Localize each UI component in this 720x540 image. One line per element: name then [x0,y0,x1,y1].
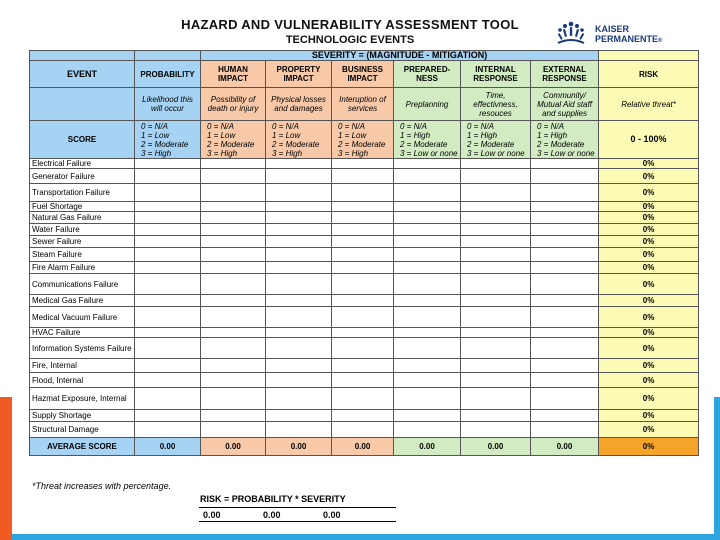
event-name: Medical Gas Failure [30,295,135,307]
hva-table [29,50,699,456]
risk-value: 0% [599,422,699,438]
score-input-cell[interactable] [332,410,394,422]
severity-header: SEVERITY = (MAGNITUDE - MITIGATION) [201,51,599,61]
score-input-cell[interactable] [394,338,461,359]
table-row [30,274,699,295]
risk-value: 0% [599,248,699,262]
score-input-cell[interactable] [394,410,461,422]
table-row [30,212,699,224]
score-input-cell[interactable] [135,212,201,224]
event-name: Water Failure [30,224,135,236]
scale-item: 1 = Low [207,130,236,140]
scale-2 [201,121,266,159]
score-input-cell[interactable] [266,410,332,422]
score-input-cell[interactable] [461,159,531,169]
score-input-cell[interactable] [531,410,599,422]
table-row [30,159,699,169]
score-input-cell[interactable] [332,338,394,359]
score-input-cell[interactable] [461,169,531,184]
formula-value-probability: 0.00 [203,510,221,520]
score-input-cell[interactable] [531,307,599,328]
desc-property-impact: Physical losses and damages [266,88,332,121]
description-row [30,88,699,121]
risk-formula: RISK = PROBABILITY * SEVERITY [200,494,346,504]
score-input-cell[interactable] [135,373,201,388]
risk-value: 0% [599,295,699,307]
scale-item: 2 = Moderate [400,139,448,149]
formula-value-mitigation: 0.00 [323,510,341,520]
risk-value: 0% [599,338,699,359]
desc-internal-response: Time, effectivness, resouces [461,88,531,121]
table-row [30,184,699,202]
scale-item: 2 = Moderate [272,139,320,149]
score-input-cell[interactable] [394,212,461,224]
formula-values [203,510,383,520]
desc-business-impact: Interuption of services [332,88,394,121]
table-row [30,202,699,212]
event-name: Sewer Failure [30,236,135,248]
score-input-cell[interactable] [135,388,201,410]
score-input-cell[interactable] [201,307,266,328]
score-input-cell[interactable] [461,212,531,224]
score-input-cell[interactable] [135,224,201,236]
risk-value: 0% [599,236,699,248]
table-row [30,248,699,262]
risk-value: 0% [599,184,699,202]
scale-item: 1 = High [467,130,498,140]
scale-item: 0 = N/A [141,121,168,131]
score-input-cell[interactable] [332,248,394,262]
score-input-cell[interactable] [332,202,394,212]
risk-scale: 0 - 100% [599,121,699,159]
kaiser-people-icon [555,20,587,48]
score-input-cell[interactable] [461,328,531,338]
score-input-cell[interactable] [531,388,599,410]
risk-value: 0% [599,159,699,169]
risk-value: 0% [599,307,699,328]
score-input-cell[interactable] [201,359,266,373]
score-input-cell[interactable] [394,184,461,202]
score-input-cell[interactable] [266,262,332,274]
score-input-cell[interactable] [461,224,531,236]
score-input-cell[interactable] [266,248,332,262]
score-input-cell[interactable] [531,236,599,248]
average-label: AVERAGE SCORE [30,438,135,456]
score-input-cell[interactable] [135,184,201,202]
scale-item: 1 = Low [272,130,301,140]
col-external-response: EXTERNAL RESPONSE [531,61,599,88]
scale-item: 3 = High [207,148,238,158]
table-row [30,373,699,388]
scale-1 [135,121,201,159]
risk-value: 0% [599,388,699,410]
event-name: Fire, Internal [30,359,135,373]
score-input-cell[interactable] [461,248,531,262]
score-input-cell[interactable] [135,307,201,328]
score-input-cell[interactable] [135,422,201,438]
score-input-cell[interactable] [201,236,266,248]
event-name: Communications Failure [30,274,135,295]
scale-item: 0 = N/A [537,121,564,131]
table-row [30,422,699,438]
event-name: Structural Damage [30,422,135,438]
scale-item: 1 = High [400,130,431,140]
average-value: 0.00 [201,438,266,456]
score-input-cell[interactable] [135,262,201,274]
score-input-cell[interactable] [266,236,332,248]
orange-accent-bar [0,397,12,540]
scale-item: 0 = N/A [467,121,494,131]
score-input-cell[interactable] [531,184,599,202]
score-input-cell[interactable] [394,159,461,169]
event-name: Steam Failure [30,248,135,262]
score-input-cell[interactable] [394,262,461,274]
event-name: Medical Vacuum Failure [30,307,135,328]
score-input-cell[interactable] [266,359,332,373]
average-value: 0.00 [332,438,394,456]
score-input-cell[interactable] [461,295,531,307]
score-input-cell[interactable] [266,295,332,307]
scale-item: 2 = Moderate [467,139,515,149]
table-row [30,359,699,373]
average-value: 0.00 [531,438,599,456]
risk-value: 0% [599,202,699,212]
desc-probability: Likelihood this will occur [135,88,201,121]
score-input-cell[interactable] [266,159,332,169]
table-row [30,338,699,359]
score-input-cell[interactable] [394,388,461,410]
score-input-cell[interactable] [394,328,461,338]
score-input-cell[interactable] [394,224,461,236]
scale-item: 3 = High [141,148,172,158]
score-input-cell[interactable] [135,236,201,248]
formula-bottom-line [199,521,396,522]
score-input-cell[interactable] [531,359,599,373]
score-input-cell[interactable] [201,248,266,262]
col-risk: RISK [599,61,699,88]
score-input-cell[interactable] [135,248,201,262]
formula-value-magnitude: 0.00 [263,510,281,520]
kaiser-logo [555,18,675,50]
score-input-cell[interactable] [461,274,531,295]
scale-item: 3 = High [272,148,303,158]
col-business-impact: BUSINESS IMPACT [332,61,394,88]
scale-item: 0 = N/A [400,121,427,131]
score-input-cell[interactable] [266,422,332,438]
table-row [30,307,699,328]
score-label: SCORE [30,121,135,159]
risk-value: 0% [599,169,699,184]
event-name: Fuel Shortage [30,202,135,212]
scale-item: 3 = Low or none [400,148,458,158]
score-input-cell[interactable] [461,373,531,388]
col-human-impact: HUMAN IMPACT [201,61,266,88]
score-input-cell[interactable] [394,373,461,388]
scale-item: 2 = Moderate [338,139,386,149]
scale-item: 0 = N/A [338,121,365,131]
event-name: Natural Gas Failure [30,212,135,224]
score-input-cell[interactable] [201,328,266,338]
average-value: 0.00 [266,438,332,456]
score-input-cell[interactable] [266,338,332,359]
score-input-cell[interactable] [266,202,332,212]
score-input-cell[interactable] [531,295,599,307]
score-input-cell[interactable] [531,212,599,224]
score-input-cell[interactable] [266,212,332,224]
col-internal-response: INTERNAL RESPONSE [461,61,531,88]
score-input-cell[interactable] [461,307,531,328]
risk-value: 0% [599,328,699,338]
scale-4 [332,121,394,159]
table-row [30,295,699,307]
col-event: EVENT [30,61,135,88]
event-name: HVAC Failure [30,328,135,338]
event-name: Information Systems Failure [30,338,135,359]
score-input-cell[interactable] [332,422,394,438]
score-input-cell[interactable] [135,202,201,212]
col-preparedness: PREPARED-NESS [394,61,461,88]
scale-7 [531,121,599,159]
score-input-cell[interactable] [135,338,201,359]
scale-item: 1 = Low [338,130,367,140]
formula-divider [199,507,396,508]
score-input-cell[interactable] [332,169,394,184]
score-input-cell[interactable] [531,224,599,236]
risk-value: 0% [599,224,699,236]
score-input-cell[interactable] [394,274,461,295]
average-row [30,438,699,456]
event-name: Hazmat Exposure, Internal [30,388,135,410]
score-input-cell[interactable] [201,338,266,359]
desc-preparedness: Preplanning [394,88,461,121]
desc-human-impact: Possibility of death or injury [201,88,266,121]
desc-external-response: Community/ Mutual Aid staff and supplies [531,88,599,121]
page-subtitle: TECHNOLOGIC EVENTS [285,34,415,46]
score-input-cell[interactable] [332,262,394,274]
scale-item: 3 = Low or none [467,148,525,158]
blue-accent-bar [714,397,720,540]
score-input-cell[interactable] [201,262,266,274]
score-input-cell[interactable] [394,359,461,373]
score-input-cell[interactable] [201,159,266,169]
risk-value: 0% [599,373,699,388]
score-input-cell[interactable] [531,373,599,388]
score-input-cell[interactable] [135,410,201,422]
score-input-cell[interactable] [135,274,201,295]
score-input-cell[interactable] [332,212,394,224]
scale-item: 2 = Moderate [537,139,585,149]
score-input-cell[interactable] [135,169,201,184]
score-input-cell[interactable] [332,236,394,248]
score-input-cell[interactable] [394,295,461,307]
score-input-cell[interactable] [332,224,394,236]
score-input-cell[interactable] [135,359,201,373]
score-row [30,121,699,159]
score-input-cell[interactable] [531,248,599,262]
table-row [30,410,699,422]
score-input-cell[interactable] [461,338,531,359]
average-risk: 0% [599,438,699,456]
desc-risk: Relative threat* [599,88,699,121]
score-input-cell[interactable] [332,159,394,169]
score-input-cell[interactable] [266,169,332,184]
footnote: *Threat increases with percentage. [32,481,172,491]
score-input-cell[interactable] [332,307,394,328]
score-input-cell[interactable] [266,224,332,236]
risk-value: 0% [599,274,699,295]
score-input-cell[interactable] [461,262,531,274]
average-value: 0.00 [135,438,201,456]
scale-item: 2 = Moderate [141,139,189,149]
score-input-cell[interactable] [461,202,531,212]
column-header-row [30,61,699,88]
kaiser-logo-text: KAISER PERMANENTE® [595,24,663,44]
risk-value: 0% [599,212,699,224]
score-input-cell[interactable] [461,410,531,422]
score-input-cell[interactable] [266,184,332,202]
risk-value: 0% [599,410,699,422]
score-input-cell[interactable] [461,236,531,248]
scale-item: 1 = Low [141,130,170,140]
score-input-cell[interactable] [135,295,201,307]
event-name: Flood, Internal [30,373,135,388]
score-input-cell[interactable] [531,169,599,184]
score-input-cell[interactable] [332,388,394,410]
score-input-cell[interactable] [201,388,266,410]
score-input-cell[interactable] [531,159,599,169]
score-input-cell[interactable] [531,274,599,295]
table-row [30,262,699,274]
score-input-cell[interactable] [266,373,332,388]
col-probability: PROBABILITY [135,61,201,88]
score-input-cell[interactable] [332,359,394,373]
score-input-cell[interactable] [531,262,599,274]
event-name: Fire Alarm Failure [30,262,135,274]
score-input-cell[interactable] [266,307,332,328]
score-input-cell[interactable] [201,410,266,422]
page-title: HAZARD AND VULNERABILITY ASSESSMENT TOOL [181,17,519,32]
score-input-cell[interactable] [394,169,461,184]
score-input-cell[interactable] [266,388,332,410]
col-property-impact: PROPERTY IMPACT [266,61,332,88]
score-input-cell[interactable] [266,328,332,338]
score-input-cell[interactable] [201,373,266,388]
score-input-cell[interactable] [461,184,531,202]
risk-value: 0% [599,262,699,274]
score-input-cell[interactable] [394,236,461,248]
score-input-cell[interactable] [201,202,266,212]
table-row [30,224,699,236]
average-value: 0.00 [461,438,531,456]
score-input-cell[interactable] [394,307,461,328]
average-value: 0.00 [394,438,461,456]
score-input-cell[interactable] [332,184,394,202]
score-input-cell[interactable] [531,422,599,438]
severity-row [30,51,699,61]
table-row [30,236,699,248]
blue-bottom-bar [12,534,720,540]
score-input-cell[interactable] [461,422,531,438]
scale-3 [266,121,332,159]
score-input-cell[interactable] [201,169,266,184]
score-input-cell[interactable] [394,422,461,438]
score-input-cell[interactable] [266,274,332,295]
score-input-cell[interactable] [531,202,599,212]
scale-6 [461,121,531,159]
risk-value: 0% [599,359,699,373]
score-input-cell[interactable] [332,373,394,388]
scale-item: 3 = High [338,148,369,158]
score-input-cell[interactable] [394,202,461,212]
scale-item: 0 = N/A [207,121,234,131]
event-name: Generator Failure [30,169,135,184]
score-input-cell[interactable] [332,295,394,307]
score-input-cell[interactable] [531,338,599,359]
event-name: Supply Shortage [30,410,135,422]
event-name: Electrical Failure [30,159,135,169]
score-input-cell[interactable] [201,422,266,438]
scale-5 [394,121,461,159]
score-input-cell[interactable] [201,295,266,307]
score-input-cell[interactable] [461,359,531,373]
score-input-cell[interactable] [201,212,266,224]
score-input-cell[interactable] [332,328,394,338]
table-row [30,328,699,338]
scale-item: 0 = N/A [272,121,299,131]
score-input-cell[interactable] [461,388,531,410]
score-input-cell[interactable] [201,224,266,236]
score-input-cell[interactable] [201,274,266,295]
event-name: Transportation Failure [30,184,135,202]
score-input-cell[interactable] [135,328,201,338]
score-input-cell[interactable] [201,184,266,202]
scale-item: 2 = Moderate [207,139,255,149]
scale-item: 3 = Low or none [537,148,595,158]
score-input-cell[interactable] [135,159,201,169]
score-input-cell[interactable] [531,328,599,338]
table-row [30,169,699,184]
score-input-cell[interactable] [394,248,461,262]
table-row [30,388,699,410]
score-input-cell[interactable] [332,274,394,295]
scale-item: 1 = High [537,130,568,140]
